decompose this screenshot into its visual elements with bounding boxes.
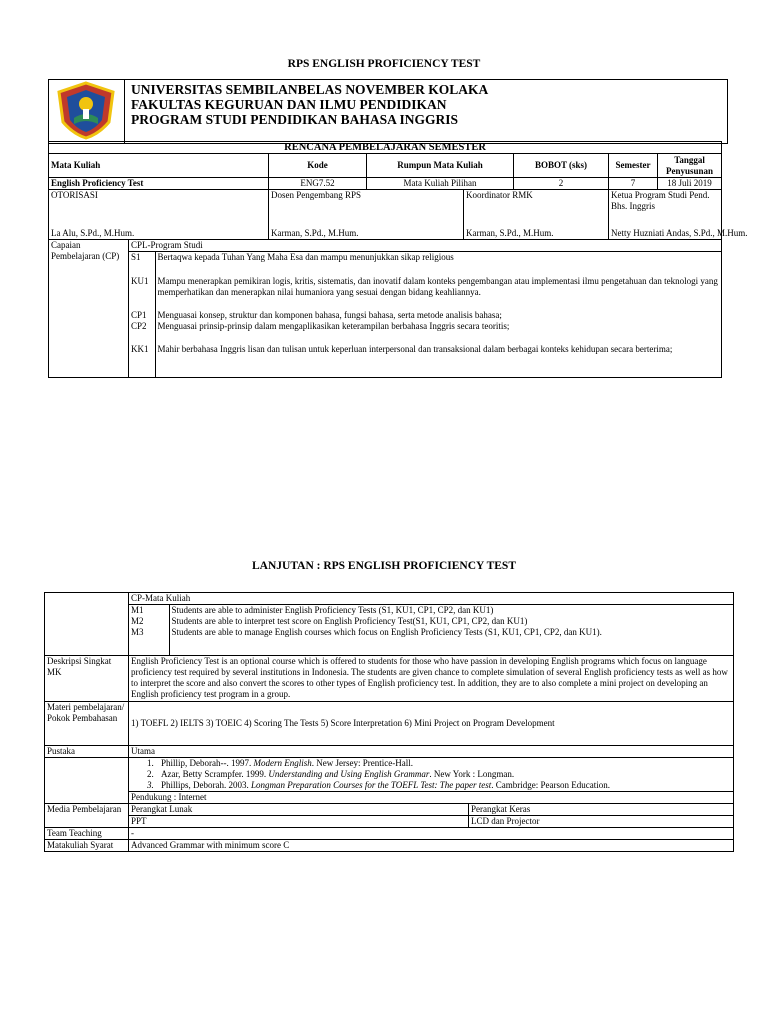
ketua-name: Netty Huzniati Andas, S.Pd., M.Hum. [611, 228, 748, 238]
dosen-cell [269, 190, 464, 240]
materi-text: 1) TOEFL 2) IELTS 3) TOEIC 4) Scoring The Tests 5) Score Interpretation 6) Mini Project on Program Development [129, 702, 734, 746]
pustaka-pendukung: Pendukung : Internet [129, 792, 734, 804]
col-mata-kuliah: Mata Kuliah [49, 154, 269, 178]
ketua-cell [609, 190, 748, 240]
rps-table [48, 141, 748, 378]
cpmk-text-m1: Students are able to administer English Proficiency Tests (S1, KU1, CP1, CP2, dan KU1) [171, 605, 494, 615]
pustaka-label: Pustaka [45, 746, 129, 758]
logo-cell [49, 80, 125, 144]
media-keras-value: LCD dan Projector [469, 816, 734, 828]
university-name: UNIVERSITAS SEMBILANBELAS NOVEMBER KOLAKA [131, 82, 489, 97]
pustaka-empty-cell [45, 758, 129, 804]
deskripsi-label: Deskripsi Singkat MK [45, 656, 129, 702]
syarat-label: Matakuliah Syarat [45, 840, 129, 852]
dosen-name: Karman, S.Pd., M.Hum. [271, 228, 359, 238]
dosen-label: Dosen Pengembang RPS [271, 190, 361, 200]
cpl-text-cp1: Menguasai konsep, struktur dan komponen bahasa, fungsi bahasa, serta metode analisis bahasa; [157, 310, 502, 320]
header-table [48, 79, 728, 144]
cpmk-text-m3: Students are able to manage English courses which focus on English Proficiency Tests (S1, KU1, CP1, CP2, dan KU1). [171, 627, 602, 637]
col-kode: Kode [269, 154, 367, 178]
pustaka-refs [129, 758, 734, 792]
doc-title: RENCANA PEMBELAJARAN SEMESTER [49, 142, 722, 154]
materi-label: Materi pembelajaran/ Pokok Pembahasan [45, 702, 129, 746]
media-lunak-label: Perangkat Lunak [129, 804, 469, 816]
cp-mk-heading: CP-Mata Kuliah [129, 593, 734, 605]
col-tanggal: Tanggal Penyusunan [658, 154, 722, 178]
team-value: - [129, 828, 734, 840]
ketua-label: Ketua Program Studi Pend. Bhs. Inggris [611, 190, 710, 211]
col-rumpun: Rumpun Mata Kuliah [367, 154, 514, 178]
course-kode: ENG7.52 [269, 178, 367, 190]
col-bobot: BOBOT (sks) [514, 154, 609, 178]
deskripsi-text: English Proficiency Test is an optional course which is offered to students for those who have passion in developing English programs which focus on language proficiency test required by several institutions in Indonesia. The students are given chance to complete simulation of several English proficiency tests as well as how to interpret the score and also convert the scores to other types of English proficiency test. In addition, they are to also complete a mini project on developing an English proficiency test program in a group. [129, 656, 734, 702]
ref-2: 2. Azar, Betty Scrampfer. 1999. Understanding and Using English Grammar. New York : Longman. [147, 769, 515, 779]
cp-mk-empty-cell [45, 593, 129, 656]
media-lunak-value: PPT [129, 816, 469, 828]
cpmk-text-m2: Students are able to interpret test score on English Proficiency Test(S1, KU1, CP1, CP2, dan KU1) [171, 616, 528, 626]
team-label: Team Teaching [45, 828, 129, 840]
cpl-text-ku1: Mampu menerapkan pemikiran logis, kritis, sistematis, dan inovatif dalam konteks pengembangan atau implementasi ilmu pengetahuan dan teknologi yang memperhatikan dan menerapkan nilai humaniora yang sesuai dengan bidang keahliannya. [157, 276, 718, 297]
cpl-code-ku1: KU1 [129, 276, 155, 310]
otorisasi-cell [49, 190, 269, 240]
cpl-text-cp2: Menguasai prinsip-prinsip dalam mengaplikasikan keterampilan berbahasa Inggris secara teoritis; [157, 321, 510, 331]
faculty-name: FAKULTAS KEGURUAN DAN ILMU PENDIDIKAN [131, 97, 447, 112]
cpl-code-kk1: KK1 [129, 344, 155, 377]
ref-1: 1. Phillip, Deborah--. 1997. Modern English. New Jersey: Prentice-Hall. [147, 758, 413, 768]
syarat-value: Advanced Grammar with minimum score C [129, 840, 734, 852]
cpl-code-cp1: CP1 [129, 310, 155, 321]
cpmk-code-m3: M3 [129, 627, 169, 655]
course-tanggal: 18 Juli 2019 [658, 178, 722, 190]
capaian-label: Capaian Pembelajaran (CP) [49, 240, 129, 378]
university-logo-icon [49, 80, 124, 140]
cpl-text-kk1: Mahir berbahasa Inggris lisan dan tulisan untuk keperluan interpersonal dan transaksional dalam berbagai konteks kehidupan secara berterima; [157, 344, 673, 354]
page2-title: LANJUTAN : RPS ENGLISH PROFICIENCY TEST [251, 560, 516, 572]
col-semester: Semester [609, 154, 658, 178]
cpl-code-cp2: CP2 [129, 321, 155, 344]
cpmk-code-m1: M1 [129, 605, 169, 616]
course-semester: 7 [609, 178, 658, 190]
program-name: PROGRAM STUDI PENDIDIKAN BAHASA INGGRIS [131, 112, 459, 127]
cpl-text-s1: Bertaqwa kepada Tuhan Yang Maha Esa dan mampu menunjukkan sikap religious [157, 252, 454, 262]
cpl-heading: CPL-Program Studi [129, 240, 722, 252]
koordinator-cell [464, 190, 609, 240]
otorisasi-label: OTORISASI [51, 190, 98, 200]
page1-title: RPS ENGLISH PROFICIENCY TEST [287, 58, 481, 70]
cpmk-code-m2: M2 [129, 616, 169, 627]
pustaka-utama: Utama [129, 746, 734, 758]
lanjutan-table [44, 592, 734, 852]
media-keras-label: Perangkat Keras [469, 804, 734, 816]
course-bobot: 2 [514, 178, 609, 190]
media-label: Media Pembelajaran [45, 804, 129, 828]
koordinator-name: Karman, S.Pd., M.Hum. [466, 228, 554, 238]
koordinator-label: Koordinator RMK [466, 190, 533, 200]
course-rumpun: Mata Kuliah Pilihan [367, 178, 514, 190]
cpl-code-s1: S1 [129, 252, 155, 276]
otorisasi-name: La Alu, S.Pd., M.Hum. [51, 228, 135, 238]
course-name: English Proficiency Test [49, 178, 269, 190]
ref-3: 3. Phillips, Deborah. 2003. Longman Preparation Courses for the TOEFL Test: The paper test. Cambridge: Pearson Education. [147, 780, 611, 790]
